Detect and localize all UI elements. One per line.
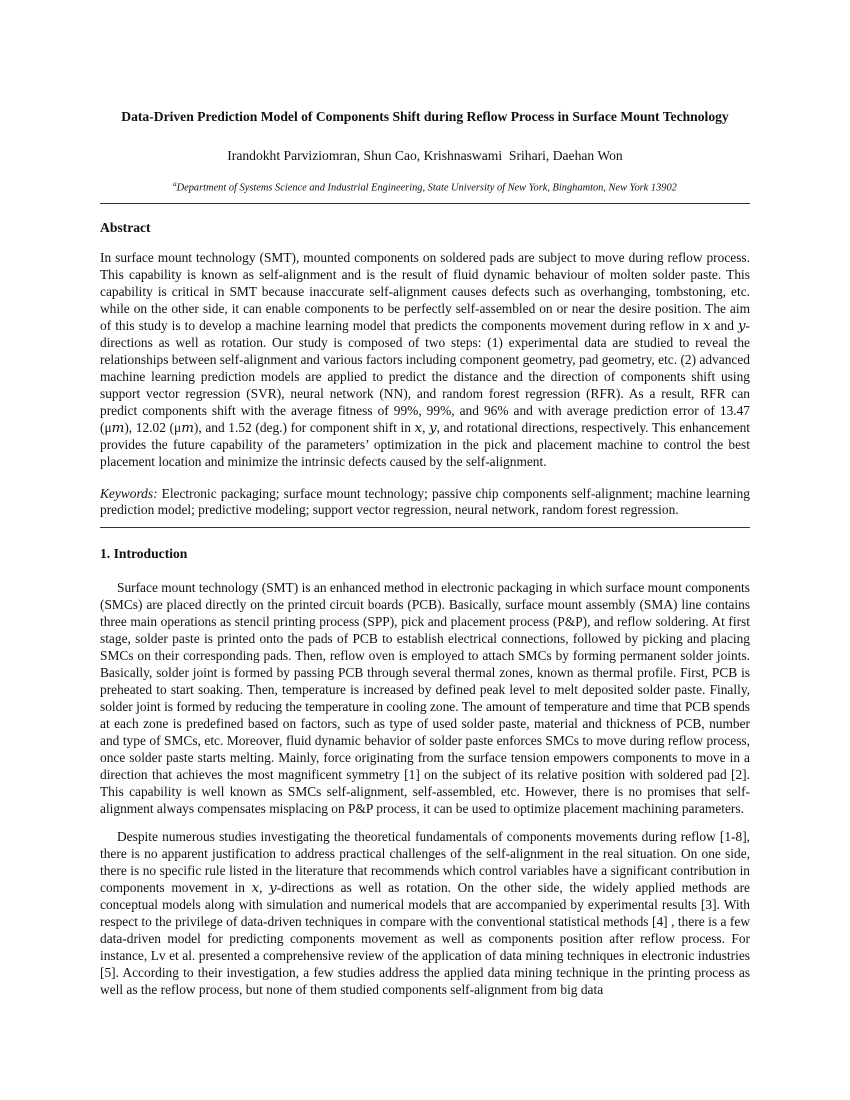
keywords xyxy=(100,486,750,518)
introduction-paragraph-1: Surface mount technology (SMT) is an enhanced method in electronic packaging in which surface mount components (SMCs) are placed directly on the printed circuit boards (PCB). Basically, surface mount assembly (SMA) line contains three main operations as stencil printing process (SPP), pick and placement process (P&P), and reflow soldering. At first stage, solder paste is printed onto the pads of PCB to establish electrical connections, followed by picking and placing SMCs on their corresponding pads. Then, reflow oven is employed to attach SMCs by forming permanent solder joints. Basically, solder joint is formed by passing PCB through several thermal zones, known as thermal profile. First, PCB is preheated to start soaking. Then, temperature is increased by defined peak level to melt deposited solder paste. Finally, solder joint is formed by reducing the temperature in cooling zone. The amount of temperature and time that PCB spends at each zone is predefined based on factors, such as type of used solder paste, material and thickness of PCB, number and type of SMCs, etc. Moreover, fluid dynamic behavior of solder paste enforces SMCs to move during reflow process, once solder paste starts melting. Mainly, force originating from the surface tension empowers components to move in a direction that achieves the most magnificent symmetry [1] on the subject of its relative position with soldered pad [2]. This capability is well known as SMCs self-alignment, self-assembled, etc. However, there is no promises that self-alignment always compensates misplacing on P&P process, it can be used to optimize placement machining parameters. xyxy=(100,580,750,816)
abstract-text: In surface mount technology (SMT), mounted components on soldered pads are subject to move during reflow process. This capability is known as self-alignment and is the result of fluid dynamic behaviour of molten solder paste. This capability is critical in SMT because inaccurate self-alignment causes defects such as overhanging, tombstoning, etc. while on the other side, it can enable components to be perfectly self-assembled on or near the desire position. The aim of this study is to develop a machine learning model that predicts the components movement during reflow in 𝑥 and 𝑦-directions as well as rotation. Our study is composed of two steps: (1) experimental data are studied to reveal the relationships between self-alignment and various factors including component geometry, pad geometry, etc. (2) advanced machine learning prediction models are applied to predict the distance and the direction of components shift using support vector regression (SVR), neural network (NN), and random forest regression (RFR). As a result, RFR can predict components shift with the average fitness of 99%, 99%, and 96% and with average prediction error of 13.47 (μ𝑚), 12.02 (μ𝑚), and 1.52 (deg.) for component shift in 𝑥, 𝑦, and rotational directions, respectively. This enhancement provides the future capability of the parameters’ optimization in the pick and placement machine to control the best placement location and minimize the intrinsic defects caused by the self-alignment. xyxy=(100,250,750,469)
keywords-text: Electronic packaging; surface mount technology; passive chip components self-alignment; machine learning prediction model; predictive modeling; support vector regression, neural network, random forest regression. xyxy=(100,486,750,517)
affiliation xyxy=(60,177,790,195)
affiliation-text: Department of Systems Science and Industrial Engineering, State University of New York, Binghamton, New York 13902 xyxy=(176,182,677,194)
bottom-divider xyxy=(100,527,750,528)
abstract-heading: Abstract xyxy=(100,220,151,235)
paper-title: Data-Driven Prediction Model of Components Shift during Reflow Process in Surface Mount Technology xyxy=(121,109,729,124)
affiliation-marker: a xyxy=(173,180,177,188)
top-divider xyxy=(100,203,750,204)
author-list: Irandokht Parviziomran, Shun Cao, Krishnaswami Srihari, Daehan Won xyxy=(227,148,623,163)
keywords-label: Keywords: xyxy=(100,486,158,501)
introduction-heading: 1. Introduction xyxy=(100,546,188,561)
introduction-paragraph-2: Despite numerous studies investigating the theoretical fundamentals of components movements during reflow [1-8], there is no apparent justification to address practical challenges of the self-alignment in the real situation. On one side, there is no specific rule listed in the literature that recommends which control variables have a significant contribution in components movement in 𝑥, 𝑦-directions as well as rotation. On the other side, the widely applied methods are conceptual models along with simulation and numerical models that are accompanied by experimental results [3]. With respect to the privilege of data-driven techniques in compare with the conventional statistical methods [4] , there is a few data-driven model for predicting components movement as well as components position after reflow process. For instance, Lv et al. presented a comprehensive review of the application of data mining techniques in electronic industries [5]. According to their investigation, a few studies address the applied data mining technique in the printing process as well as the reflow process, but none of them studied components self-alignment from big data xyxy=(100,829,750,997)
